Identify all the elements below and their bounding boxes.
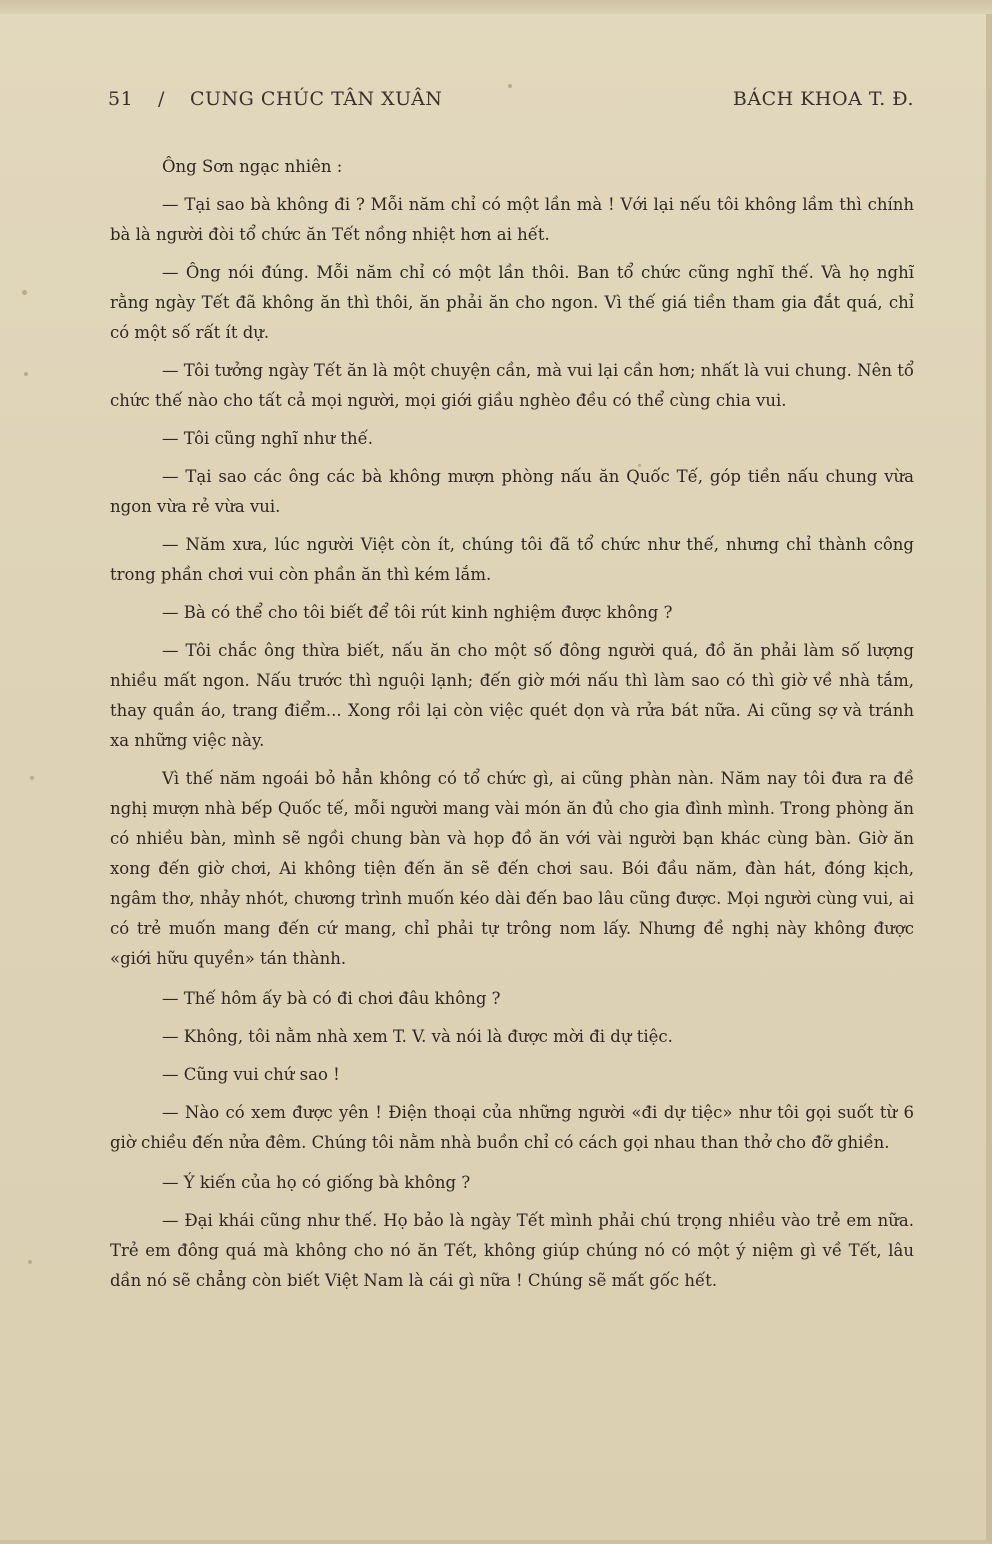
paragraph: Vì thế năm ngoái bỏ hẳn không có tổ chức gì, ai cũng phàn nàn. Năm nay tôi đưa ra đề nghị mượn nhà bếp Quốc tế, mỗi người mang vài món ăn đủ cho gia đình mình. Trong phòng ăn có nhiều bàn, mình sẽ ngồi chung bàn và họp đồ ăn với vài người bạn khác cùng bàn. Giờ ăn xong đến giờ chơi, Ai không tiện đến ăn sẽ đến chơi sau. Bói đầu năm, đàn hát, đóng kịch, ngâm thơ, nhảy nhót, chương trình muốn kéo dài đến bao lâu cũng được. Mọi người cùng vui, ai có trẻ muốn mang đến cứ mang, chỉ phải tự trông nom lấy. Nhưng đề nghị này không được «giới hữu quyền» tán thành.: [110, 769, 914, 968]
paragraph: — Cũng vui chứ sao !: [162, 1065, 340, 1084]
page-top-edge: [0, 0, 992, 14]
running-header: [108, 88, 914, 118]
paragraph: — Nào có xem được yên ! Điện thoại của những người «đi dự tiệc» như tôi gọi suốt từ 6 giờ chiều đến nửa đêm. Chúng tôi nằm nhà buồn chỉ có cách gọi nhau than thở cho đỡ ghiền.: [110, 1103, 914, 1152]
paper-speck: [30, 776, 34, 780]
paragraph: — Ý kiến của họ có giống bà không ?: [162, 1173, 471, 1192]
paragraph: — Đại khái cũng như thế. Họ bảo là ngày Tết mình phải chú trọng nhiều vào trẻ em nữa. Trẻ em đông quá mà không cho nó ăn Tết, không giúp chúng nó có một ý niệm gì về Tết, lâu dần nó sẽ chẳng còn biết Việt Nam là cái gì nữa ! Chúng sẽ mất gốc hết.: [110, 1211, 914, 1290]
paragraph: — Thế hôm ấy bà có đi chơi đâu không ?: [162, 989, 501, 1008]
magazine-title: BÁCH KHOA T. Đ.: [732, 88, 914, 110]
paper-speck: [508, 84, 512, 88]
paper-speck: [638, 464, 641, 467]
page-number: 51: [108, 88, 134, 110]
paragraph: — Tôi chắc ông thừa biết, nấu ăn cho một số đông người quá, đồ ăn phải làm số lượng nhiều mất ngon. Nấu trước thì nguội lạnh; đến giờ mới nấu thì làm sao có thì giờ về nhà tắm, thay quần áo, trang điểm... Xong rồi lại còn việc quét dọn và rửa bát nữa. Ai cũng sợ và tránh xa những việc này.: [110, 641, 914, 750]
paragraph: — Không, tôi nằm nhà xem T. V. và nói là được mời đi dự tiệc.: [162, 1027, 673, 1046]
paragraph: — Tôi tưởng ngày Tết ăn là một chuyện cần, mà vui lại cần hơn; nhất là vui chung. Nên tổ chức thế nào cho tất cả mọi người, mọi giới giầu nghèo đều có thể cùng chia vui.: [110, 361, 914, 410]
paper-speck: [24, 372, 28, 376]
paragraph: — Năm xưa, lúc người Việt còn ít, chúng tôi đã tổ chức như thế, nhưng chỉ thành công trong phần chơi vui còn phần ăn thì kém lắm.: [110, 535, 914, 584]
paragraph: — Tại sao các ông các bà không mượn phòng nấu ăn Quốc Tế, góp tiền nấu chung vừa ngon vừa rẻ vừa vui.: [110, 467, 914, 516]
paragraph: — Tôi cũng nghĩ như thế.: [162, 429, 373, 448]
paragraph: — Tại sao bà không đi ? Mỗi năm chỉ có một lần mà ! Với lại nếu tôi không lầm thì chính bà là người đòi tổ chức ăn Tết nồng nhiệt hơn ai hết.: [110, 195, 914, 244]
paragraph: — Ông nói đúng. Mỗi năm chỉ có một lần thôi. Ban tổ chức cũng nghĩ thế. Và họ nghĩ rằng ngày Tết đã không ăn thì thôi, ăn phải ăn cho ngon. Vì thế giá tiền tham gia đắt quá, chỉ có một số rất ít dự.: [110, 263, 914, 342]
header-separator: /: [158, 88, 165, 110]
article-body: [110, 152, 914, 1304]
paper-speck: [22, 290, 27, 295]
section-title: CUNG CHÚC TÂN XUÂN: [190, 88, 443, 110]
paper-speck: [28, 1260, 32, 1264]
paragraph: Ông Sơn ngạc nhiên :: [162, 157, 343, 176]
paragraph: — Bà có thể cho tôi biết để tôi rút kinh nghiệm được không ?: [162, 603, 673, 622]
